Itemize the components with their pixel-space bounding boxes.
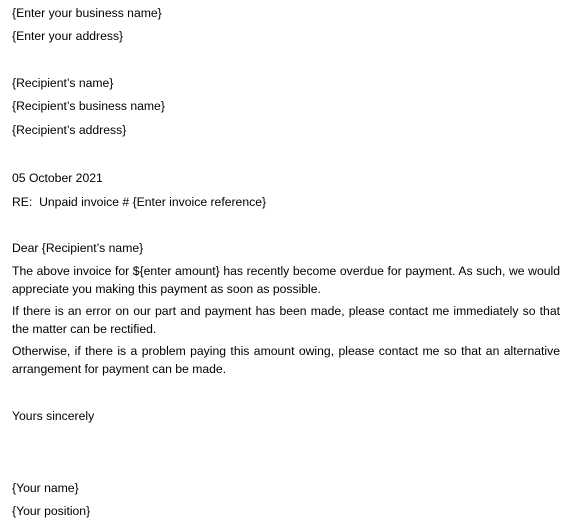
closing: Yours sincerely [12, 409, 95, 423]
letter-date: 05 October 2021 [12, 171, 103, 185]
recipient-name: {Recipient’s name} [12, 76, 114, 90]
sender-address: {Enter your address} [12, 29, 124, 43]
recipient-address: {Recipient’s address} [12, 123, 127, 137]
signature-name: {Your name} [12, 481, 79, 495]
salutation: Dear {Recipient’s name} [12, 241, 144, 255]
body-paragraph-1: The above invoice for ${enter amount} has recently become overdue for payment. As such, we would appreciate you making this payment as soon as possible. [12, 264, 560, 296]
recipient-business-name: {Recipient’s business name} [12, 99, 165, 113]
subject-line: RE: Unpaid invoice # {Enter invoice reference} [12, 195, 267, 209]
signature-position: {Your position} [12, 504, 91, 518]
sender-business-name: {Enter your business name} [12, 6, 162, 20]
body-paragraph-2: If there is an error on our part and payment has been made, please contact me immediately so that the matter can be rectified. [12, 304, 560, 336]
body-paragraph-3: Otherwise, if there is a problem paying this amount owing, please contact me so that an alternative arrangement for payment can be made. [12, 344, 560, 376]
